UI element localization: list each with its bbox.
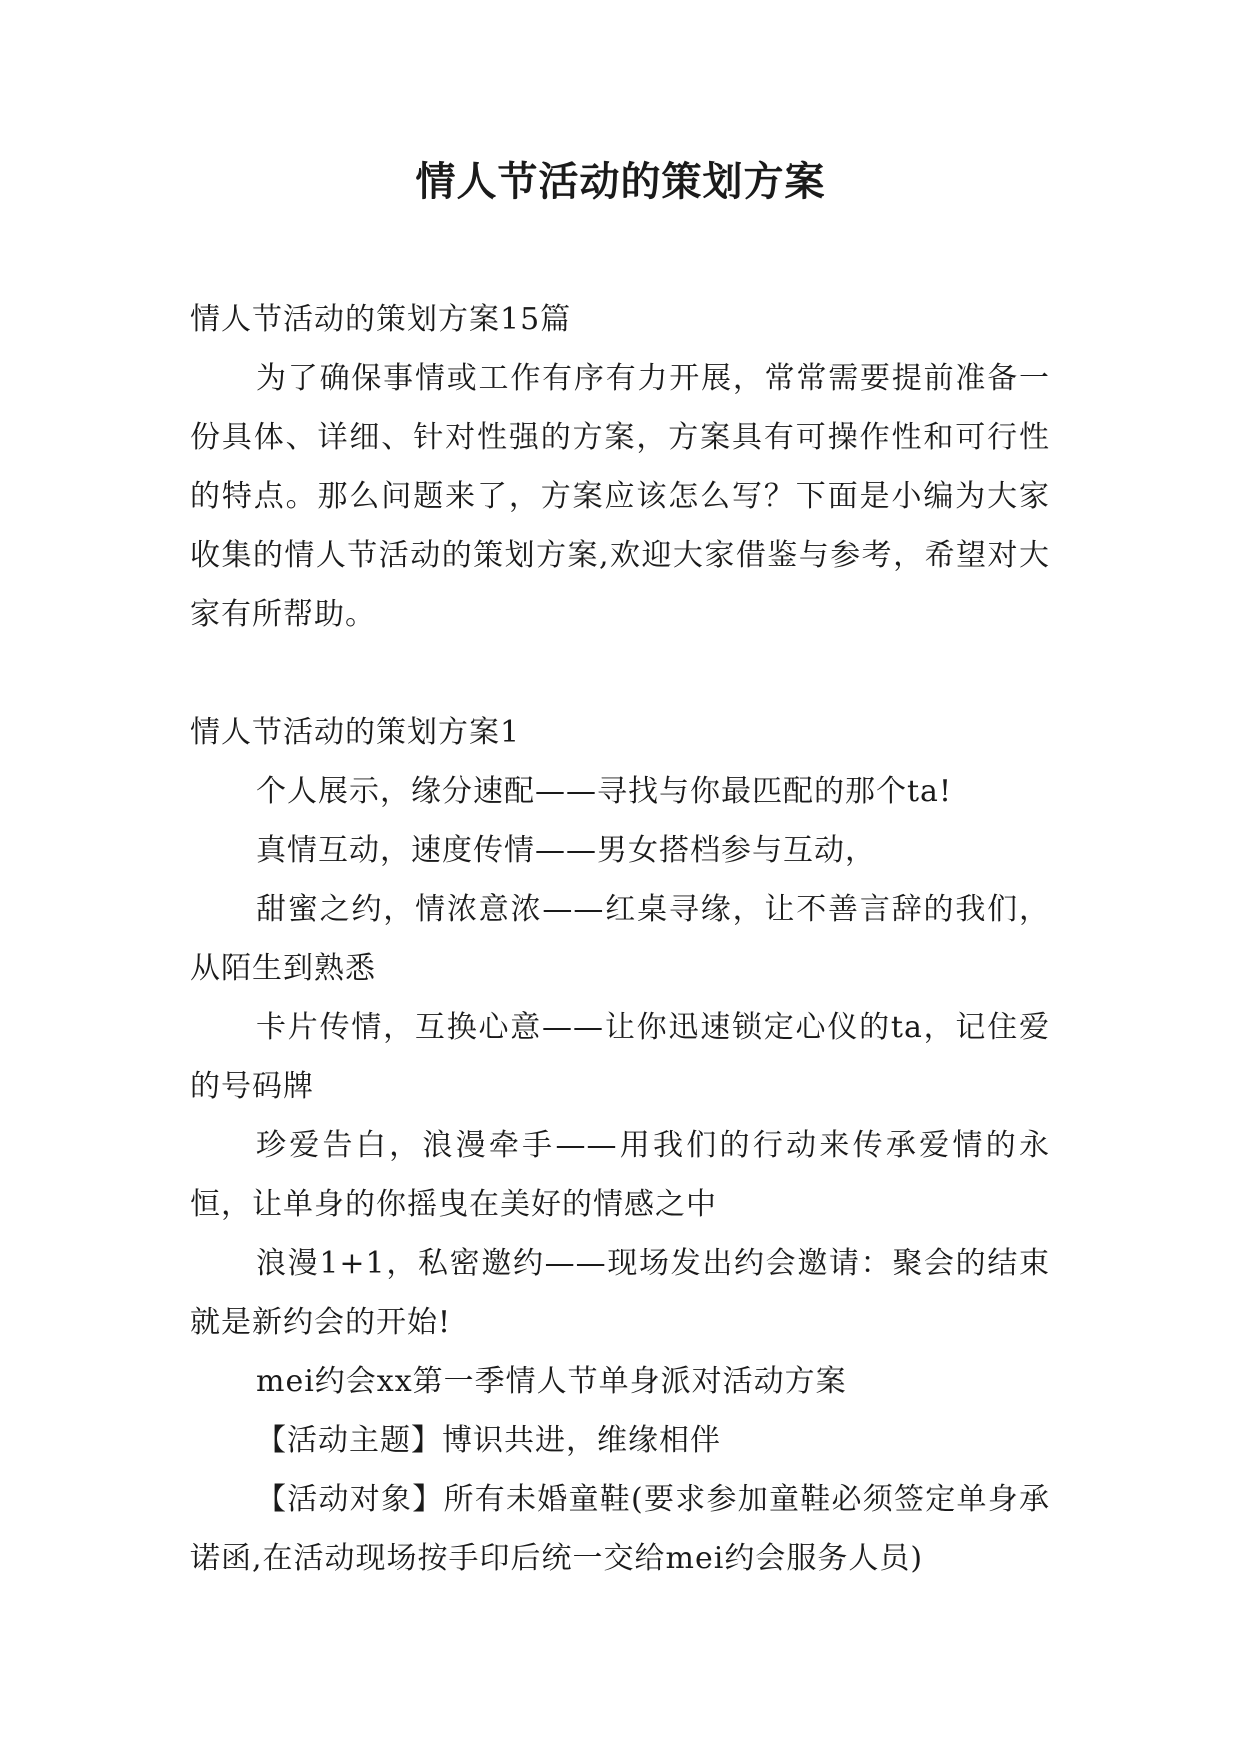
body-paragraph: mei约会xx第一季情人节单身派对活动方案 (256, 1364, 847, 1399)
body-paragraph: 甜蜜之约，情浓意浓——红桌寻缘，让不善言辞的我们，从陌生到熟悉 (190, 892, 1050, 986)
body-paragraph: 【活动主题】博识共进，维缘相伴 (256, 1423, 721, 1458)
body-paragraph: 浪漫1+1，私密邀约——现场发出约会邀请：聚会的结束就是新约会的开始! (190, 1246, 1050, 1340)
document-body (190, 290, 1050, 1588)
body-paragraph: 【活动对象】所有未婚童鞋(要求参加童鞋必须签定单身承诺函,在活动现场按手印后统一交给mei约会服务人员) (190, 1482, 1050, 1576)
document-subtitle: 情人节活动的策划方案15篇 (190, 302, 572, 337)
section-heading: 情人节活动的策划方案1 (190, 715, 521, 750)
section-spacer (190, 644, 1050, 703)
body-paragraph: 真情互动，速度传情——男女搭档参与互动， (256, 833, 876, 868)
body-paragraph: 珍爱告白，浪漫牵手——用我们的行动来传承爱情的永恒，让单身的你摇曳在美好的情感之中 (190, 1128, 1050, 1222)
body-paragraph: 卡片传情，互换心意——让你迅速锁定心仪的ta，记住爱的号码牌 (190, 1010, 1050, 1104)
body-paragraph: 个人展示，缘分速配——寻找与你最匹配的那个ta! (256, 774, 952, 809)
intro-paragraph: 为了确保事情或工作有序有力开展，常常需要提前准备一份具体、详细、针对性强的方案，方案具有可操作性和可行性的特点。那么问题来了，方案应该怎么写？下面是小编为大家收集的情人节活动的策划方案,欢迎大家借鉴与参考，希望对大家有所帮助。 (190, 361, 1050, 632)
document-title: 情人节活动的策划方案 (415, 159, 826, 205)
